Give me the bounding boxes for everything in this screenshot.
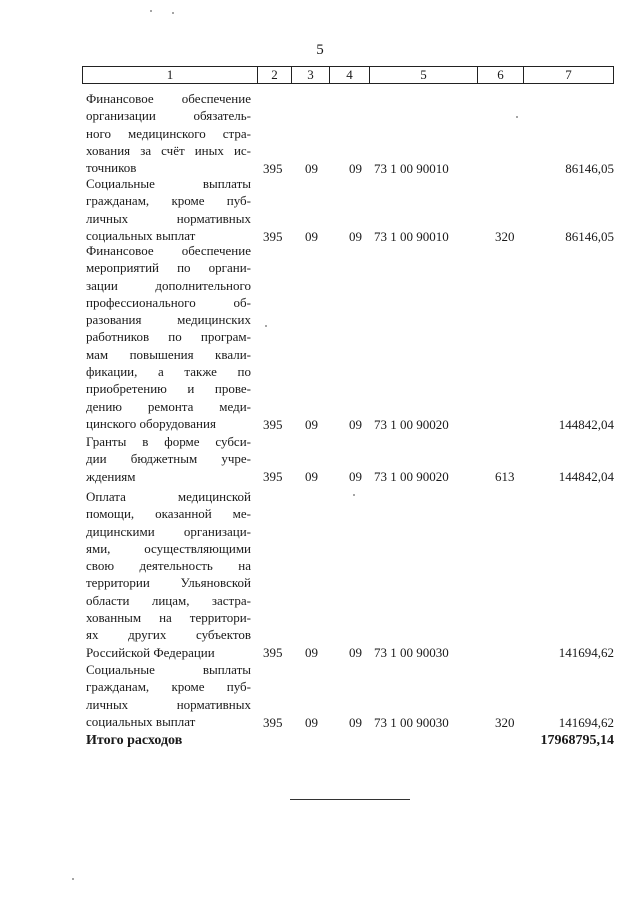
page-number: 5 xyxy=(316,42,324,58)
row-amount: 141694,62 xyxy=(558,715,614,730)
row-text-line: социальных выплат xyxy=(86,227,196,243)
row-text-line: хования за счёт иных ис- xyxy=(86,142,251,158)
row-text-line: ях других субъектов xyxy=(86,627,251,643)
table-row xyxy=(86,90,614,177)
table-row xyxy=(86,242,614,433)
row-admin-code: 395 xyxy=(263,645,283,660)
scan-speck xyxy=(353,494,355,496)
row-text-line: Финансовое обеспечение xyxy=(86,91,251,106)
table-row xyxy=(86,661,614,731)
table-row xyxy=(86,488,614,661)
row-text-line: гражданам, кроме пуб- xyxy=(86,193,251,209)
row-section: 09 xyxy=(305,645,318,660)
row-admin-code: 395 xyxy=(263,417,283,432)
row-section: 09 xyxy=(305,161,318,176)
row-text-line: мам повышения квали- xyxy=(86,346,251,362)
table-row xyxy=(86,175,614,245)
row-description xyxy=(86,242,251,432)
row-description xyxy=(86,488,251,661)
row-section: 09 xyxy=(305,469,318,484)
row-text-line: разования медицинских xyxy=(86,312,251,328)
scan-speck xyxy=(150,10,152,12)
row-text-line: ями, осуществляющими xyxy=(86,540,251,556)
row-target-code: 73 1 00 90020 xyxy=(374,469,449,484)
row-text-line: дицинскими организаци- xyxy=(86,523,251,539)
row-section: 09 xyxy=(305,715,318,730)
scan-speck xyxy=(172,12,174,14)
row-text-line: помощи, оказанной ме- xyxy=(86,506,251,522)
row-admin-code: 395 xyxy=(263,229,283,244)
row-text-line: Финансовое обеспечение xyxy=(86,243,251,258)
row-admin-code: 395 xyxy=(263,715,283,730)
row-amount: 144842,04 xyxy=(558,469,614,484)
header-col-1: 1 xyxy=(166,67,174,82)
row-amount: 86146,05 xyxy=(565,161,614,176)
row-text-line: территории Ульяновской xyxy=(86,575,251,591)
row-text-line: хованным на территори- xyxy=(86,610,251,626)
closing-separator-line xyxy=(290,799,410,800)
row-amount: 144842,04 xyxy=(558,417,614,432)
row-text-line: дии бюджетным учре- xyxy=(86,451,251,467)
row-text-line: точников xyxy=(86,160,137,176)
row-target-code: 73 1 00 90010 xyxy=(374,229,449,244)
scan-speck xyxy=(72,878,74,880)
row-text-line: организации обязатель- xyxy=(86,108,251,124)
row-subsection: 09 xyxy=(349,417,362,432)
header-col-5: 5 xyxy=(369,67,477,83)
header-col-3: 3 xyxy=(291,67,329,83)
row-admin-code: 395 xyxy=(263,161,283,176)
row-amount: 86146,05 xyxy=(565,229,614,244)
row-text-line: профессионального об- xyxy=(86,294,251,310)
row-expense-type: 320 xyxy=(495,229,515,244)
table-row xyxy=(86,433,614,485)
row-admin-code: 395 xyxy=(263,469,283,484)
row-subsection: 09 xyxy=(349,229,362,244)
row-text-line: фикации, а также по xyxy=(86,364,251,380)
row-subsection: 09 xyxy=(349,161,362,176)
row-expense-type: 320 xyxy=(495,715,515,730)
header-col-4: 4 xyxy=(329,67,369,83)
total-value: 17968795,14 xyxy=(540,733,614,748)
header-col-6: 6 xyxy=(477,67,523,83)
row-text-line: Российской Федерации xyxy=(86,644,215,660)
header-col-2: 2 xyxy=(257,67,291,83)
row-text-line: ного медицинского стра- xyxy=(86,125,251,141)
row-subsection: 09 xyxy=(349,715,362,730)
row-text-line: мероприятий по органи- xyxy=(86,260,251,276)
row-target-code: 73 1 00 90020 xyxy=(374,417,449,432)
row-target-code: 73 1 00 90010 xyxy=(374,161,449,176)
row-description xyxy=(86,175,251,244)
row-text-line: свою деятельность на xyxy=(86,558,251,574)
row-description xyxy=(86,661,251,730)
row-subsection: 09 xyxy=(349,469,362,484)
row-target-code: 73 1 00 90030 xyxy=(374,715,449,730)
scan-speck xyxy=(265,325,267,327)
row-subsection: 09 xyxy=(349,645,362,660)
row-text-line: Социальные выплаты xyxy=(86,176,251,191)
row-text-line: зации дополнительного xyxy=(86,277,251,293)
total-label: Итого расходов xyxy=(86,733,183,748)
row-expense-type: 613 xyxy=(495,469,515,484)
row-description xyxy=(86,433,251,485)
row-text-line: ждениям xyxy=(86,468,136,484)
total-row xyxy=(86,733,614,751)
row-amount: 141694,62 xyxy=(558,645,614,660)
row-text-line: Оплата медицинской xyxy=(86,489,251,504)
row-text-line: области лицам, застра- xyxy=(86,592,251,608)
row-text-line: работников по програм- xyxy=(86,329,251,345)
row-text-line: Социальные выплаты xyxy=(86,662,251,677)
header-col-7: 7 xyxy=(523,67,613,83)
table-header xyxy=(82,66,614,84)
row-text-line: дению ремонта меди- xyxy=(86,398,251,414)
row-text-line: цинского оборудования xyxy=(86,415,216,431)
row-text-line: гражданам, кроме пуб- xyxy=(86,679,251,695)
row-text-line: личных нормативных xyxy=(86,210,251,226)
row-text-line: социальных выплат xyxy=(86,713,196,729)
row-description xyxy=(86,90,251,176)
scan-speck xyxy=(516,116,518,118)
row-section: 09 xyxy=(305,417,318,432)
row-text-line: приобретению и прове- xyxy=(86,381,251,397)
row-section: 09 xyxy=(305,229,318,244)
row-target-code: 73 1 00 90030 xyxy=(374,645,449,660)
row-text-line: Гранты в форме субси- xyxy=(86,434,251,449)
row-text-line: личных нормативных xyxy=(86,696,251,712)
